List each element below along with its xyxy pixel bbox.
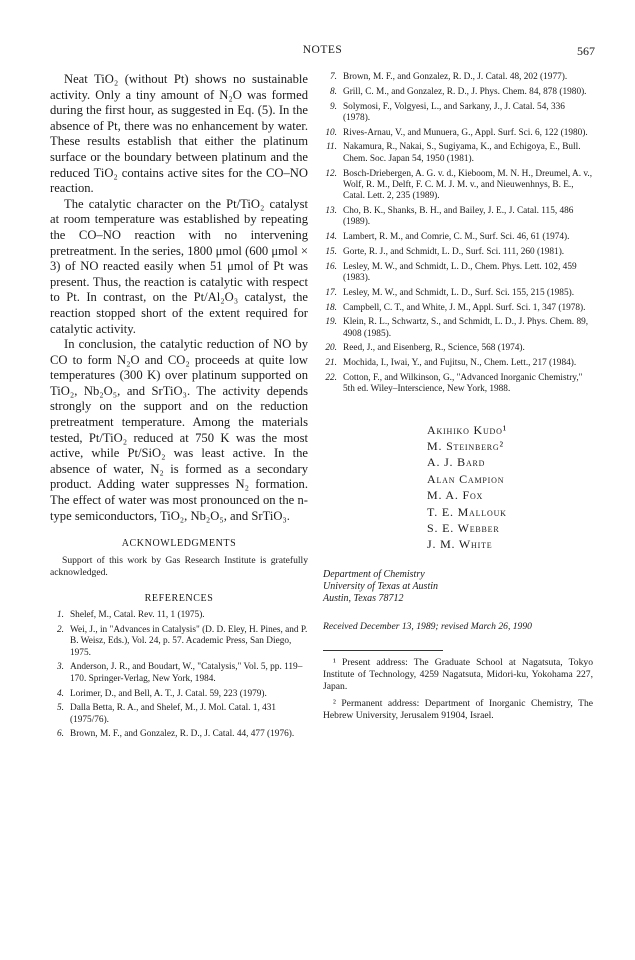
references-list-left	[50, 610, 308, 740]
reference-text: Lesley, M. W., and Schmidt, L. D., Chem. Phys. Lett. 102, 459 (1983).	[343, 261, 577, 283]
reference-item	[323, 169, 593, 203]
reference-number: 21.	[325, 358, 337, 369]
acknowledgments-heading: ACKNOWLEDGMENTS	[121, 538, 237, 550]
reference-number: 18.	[325, 302, 337, 313]
page-number: 567	[577, 44, 595, 58]
reference-text: Cho, B. K., Shanks, B. H., and Bailey, J. E., J. Catal. 115, 486 (1989).	[343, 205, 574, 228]
reference-text: Anderson, J. R., and Boudart, W., "Catalysis," Vol. 5, pp. 119–170. Springer-Verlag, New York, 1984.	[70, 662, 303, 684]
reference-text: Gorte, R. J., and Schmidt, L. D., Surf. Sci. 111, 260 (1981).	[343, 246, 565, 257]
acknowledgments-text: Support of this work by Gas Research Institute is gratefully acknowledged.	[50, 555, 308, 579]
reference-text: Dalla Betta, R. A., and Shelef, M., J. Mol. Catal. 1, 431 (1975/76).	[70, 703, 277, 725]
reference-item	[323, 102, 593, 125]
reference-text: Mochida, I., Iwai, Y., and Fujitsu, N., Chem. Lett., 217 (1984).	[343, 358, 577, 369]
reference-text: Lorimer, D., and Bell, A. T., J. Catal. 59, 223 (1979).	[70, 688, 267, 699]
reference-number: 13.	[325, 205, 337, 216]
author-name: M. Steinberg²	[427, 439, 504, 454]
footnote: ¹ Present address: The Graduate School at Nagatsuta, Tokyo Institute of Technology, 4259 Nagatsuta, Midori-ku, Yokohama 227, Japan.	[323, 657, 593, 692]
reference-number: 19.	[325, 317, 337, 328]
affiliation-line: Austin, Texas 78712	[323, 593, 404, 605]
reference-text: Grill, C. M., and Gonzalez, R. D., J. Phys. Chem. 84, 878 (1980).	[343, 86, 587, 97]
reference-item	[323, 72, 593, 83]
reference-number: 10.	[325, 127, 337, 138]
reference-text: Shelef, M., Catal. Rev. 11, 1 (1975).	[70, 610, 205, 621]
reference-number: 4.	[57, 688, 64, 699]
reference-text: Brown, M. F., and Gonzalez, R. D., J. Catal. 48, 202 (1977).	[343, 72, 568, 82]
reference-number: 12.	[325, 168, 337, 179]
reference-text: Brown, M. F., and Gonzalez, R. D., J. Catal. 44, 477 (1976).	[70, 729, 295, 740]
reference-number: 17.	[325, 287, 337, 298]
reference-item	[50, 625, 308, 659]
affiliation-line: Department of Chemistry	[323, 568, 425, 580]
reference-number: 11.	[326, 142, 337, 153]
reference-number: 2.	[57, 625, 64, 636]
reference-item	[323, 232, 593, 243]
reference-text: Klein, R. L., Schwartz, S., and Schmidt, L. D., J. Phys. Chem. 89, 4908 (1985).	[343, 317, 589, 339]
author-name: J. M. White	[427, 537, 493, 552]
reference-text: Nakamura, R., Nakai, S., Sugiyama, K., and Echigoya, E., Bull. Chem. Soc. Japan 54, 1950 (1981).	[343, 142, 581, 164]
body-paragraph: The catalytic character on the Pt/TiO₂ catalyst at room temperature was established by repeating the CO–NO reaction with no intervening pretreatment. In the series, 1800 μmol (600 μmol × 3) of NO reacted easily when 51 μmol of Pt was present. Thus, the reaction is catalytic with respect to Pt. In contrast, on the Pt/Al₂O₃ catalyst, the reaction stopped short of the extent required for catalytic activity.	[50, 196, 308, 336]
reference-text: Campbell, C. T., and White, J. M., Appl. Surf. Sci. 1, 347 (1978).	[343, 302, 586, 313]
reference-item	[323, 358, 593, 369]
body-text	[50, 72, 308, 524]
affiliation-line: University of Texas at Austin	[323, 581, 438, 593]
references-heading: REFERENCES	[144, 593, 214, 605]
reference-number: 22.	[325, 373, 337, 384]
reference-number: 8.	[330, 86, 337, 97]
reference-text: Lesley, M. W., and Schmidt, L. D., Surf. Sci. 155, 215 (1985).	[343, 287, 575, 298]
reference-number: 5.	[57, 703, 64, 714]
reference-item	[323, 142, 593, 165]
reference-item	[323, 262, 593, 285]
running-head	[50, 44, 595, 60]
affiliation	[323, 569, 593, 606]
reference-number: 7.	[330, 72, 337, 82]
references-list-right	[323, 72, 593, 396]
reference-number: 3.	[57, 662, 64, 673]
reference-text: Cotton, F., and Wilkinson, G., "Advanced Inorganic Chemistry," 5th ed. Wiley–Interscience, New York, 1988.	[343, 373, 583, 395]
reference-number: 9.	[330, 101, 337, 112]
body-paragraph: Neat TiO₂ (without Pt) shows no sustainable activity. Only a tiny amount of N₂O was formed during the first hour, as suggested in Eq. (5). In the absence of Pt, there was no enhancement by water. These results establish that either the platinum surface or the boundary between platinum and the reduced TiO₂ contains active sites for the CO–NO reaction.	[50, 72, 308, 196]
left-column	[50, 72, 308, 744]
right-column	[323, 72, 593, 721]
reference-item	[323, 317, 593, 340]
reference-item	[50, 703, 308, 726]
reference-item	[323, 303, 593, 314]
author-name: T. E. Mallouk	[427, 504, 507, 519]
reference-text: Rives-Arnau, V., and Munuera, G., Appl. Surf. Sci. 6, 122 (1980).	[343, 127, 588, 138]
reference-number: 14.	[325, 232, 337, 243]
reference-number: 20.	[325, 343, 337, 354]
reference-item	[323, 343, 593, 354]
reference-number: 16.	[325, 261, 337, 272]
running-head-title: NOTES	[302, 44, 343, 56]
reference-item	[323, 247, 593, 258]
author-name: Alan Campion	[427, 471, 505, 486]
footnotes	[323, 651, 593, 721]
reference-item	[323, 373, 593, 396]
reference-text: Solymosi, F., Volgyesi, L., and Sarkany, J., J. Catal. 54, 336 (1978).	[343, 101, 565, 123]
footnote: ² Permanent address: Department of Inorganic Chemistry, The Hebrew University, Jerusalem 91904, Israel.	[323, 698, 593, 721]
reference-item	[323, 206, 593, 229]
author-name: M. A. Fox	[427, 488, 484, 503]
reference-number: 1.	[57, 610, 64, 621]
reference-item	[50, 610, 308, 621]
author-list	[427, 422, 593, 553]
reference-text: Wei, J., in "Advances in Catalysis" (D. D. Eley, H. Pines, and P. B. Weisz, Eds.), Vol. 24, p. 57. Academic Press, San Diego, 1975.	[70, 625, 308, 658]
reference-text: Lambert, R. M., and Comrie, C. M., Surf. Sci. 46, 61 (1974).	[343, 232, 570, 243]
reference-item	[50, 662, 308, 685]
author-name: Akihiko Kudo¹	[427, 422, 508, 437]
body-paragraph: In conclusion, the catalytic reduction of NO by CO to form N₂O and CO₂ proceeds at quite low temperatures (300 K) over platinum supported on TiO₂, Nb₂O₅, and SrTiO₃. The activity depends strongly on the support and on the reduction pretreatment temperature. Among the materials tested, Pt/TiO₂ reduced at 750 K was the most active, while Pt/SiO₂ was least active. In the absence of water, N₂ is formed as a secondary product. Adding water suppresses N₂ formation. The effect of water was most pronounced on the n-type semiconductors, TiO₂, Nb₂O₅, and SrTiO₃.	[50, 337, 308, 523]
reference-item	[323, 87, 593, 98]
reference-number: 6.	[57, 729, 64, 740]
reference-text: Reed, J., and Eisenberg, R., Science, 568 (1974).	[343, 343, 525, 354]
reference-item	[323, 128, 593, 139]
reference-text: Bosch-Driebergen, A. G. v. d., Kieboom, M. N. H., Dreumel, A. v., Wolf, R. M., Delft, F. C. M. J. M. v., and Nieuwenhnys, B. E., Catal. Lett. 2, 235 (1989).	[343, 168, 593, 202]
reference-number: 15.	[325, 246, 337, 257]
author-name: S. E. Webber	[427, 521, 500, 536]
reference-item	[323, 288, 593, 299]
author-name: A. J. Bard	[427, 455, 486, 470]
reference-item	[50, 729, 308, 740]
received-date: Received December 13, 1989; revised March 26, 1990	[323, 621, 532, 633]
reference-item	[50, 689, 308, 700]
